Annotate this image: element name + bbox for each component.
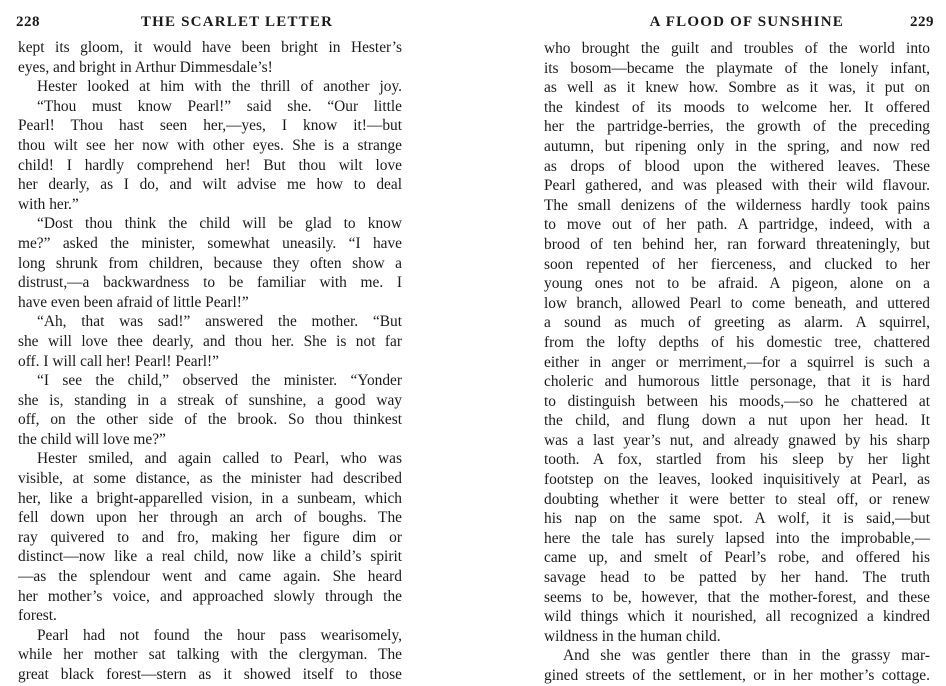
- text-line: his nap on the same spot. A wolf, it is said,—but: [544, 510, 930, 528]
- text-line: gined streets of the settlement, or in her mother’s cottage.: [544, 667, 930, 684]
- text-line: Hester smiled, and again called to Pearl, who was: [37, 450, 402, 468]
- text-line: a sound as much of greeting as alarm. A squirrel,: [544, 314, 930, 332]
- text-line: seems to be, however, that the mother-forest, and these: [544, 588, 930, 606]
- text-line: fell down upon her through an arch of boughs. The: [18, 509, 402, 527]
- text-line: off, on the other side of the brook. So thou thinkest: [18, 411, 402, 429]
- text-line: And she was gentler there than in the grassy mar-: [563, 647, 930, 665]
- right-running-head: A FLOOD OF SUNSHINE: [649, 14, 844, 30]
- text-line: doubting whether it were better to steal off, or renew: [544, 490, 930, 508]
- text-line: me?” asked the minister, somewhat uneasily. “I have: [18, 234, 402, 252]
- text-line: soon repented of her fierceness, and clucked to her: [544, 255, 930, 273]
- text-line: visible, at some distance, as the minister had described: [18, 470, 402, 488]
- text-line: footstep on the leaves, looked inquisitively at Pearl, as: [544, 471, 930, 489]
- text-line: tooth. A fox, startled from his sleep by her light: [544, 451, 930, 469]
- text-line: as well as it knew how. Sombre as it was, it put on: [544, 79, 930, 97]
- text-line: here the tale has surely lapsed into the improbable,—: [544, 529, 930, 547]
- text-line: autumn, but ripening only in the spring, and now red: [544, 137, 930, 155]
- text-line: great black forest—stern as it showed itself to those: [18, 666, 402, 683]
- text-line: “Ah, that was sad!” answered the mother. “But: [37, 313, 402, 331]
- text-line: the child will love me?”: [18, 430, 166, 448]
- left-page-header: [16, 14, 408, 36]
- text-line: choleric and humorous little personage, that it is hard: [544, 373, 930, 391]
- text-line: her, like a bright-apparelled vision, in a sunbeam, which: [18, 489, 402, 507]
- right-page-number: 229: [910, 14, 934, 30]
- text-line: she is, standing in a streak of sunshine, a good way: [18, 391, 402, 409]
- text-line: thou wilt see her now with other eyes. She is a strange: [18, 136, 402, 154]
- text-line: brood of ten behind her, ran forward threateningly, but: [544, 235, 930, 253]
- text-line: “I see the child,” observed the minister. “Yonder: [37, 372, 402, 390]
- text-line: wildness in the human child.: [544, 627, 721, 645]
- text-line: the kindest of its moods to welcome her. It offered: [544, 98, 930, 116]
- text-line: kept its gloom, it would have been bright in Hester’s: [18, 39, 402, 56]
- text-line: she will love thee dearly, and thou her. She is not far: [18, 332, 402, 350]
- text-line: forest.: [18, 607, 57, 625]
- text-line: to move out of her path. A partridge, indeed, with a: [544, 216, 930, 234]
- text-line: as drops of blood upon the withered leaves. These: [544, 157, 930, 175]
- text-line: either in anger or merriment,—for a squirrel is such a: [544, 353, 930, 371]
- right-page-text: [544, 39, 930, 686]
- text-line: ray quivered to and fro, making her figure dim or: [18, 528, 402, 546]
- text-line: low branch, allowed Pearl to come beneath, and uttered: [544, 294, 930, 312]
- text-line: wild things which it nourished, all recognized a kindred: [544, 608, 930, 626]
- text-line: Pearl had not found the hour pass wearisomely,: [37, 626, 402, 644]
- text-line: Pearl gathered, and was pleased with their wild flavour.: [544, 177, 930, 195]
- text-line: who brought the guilt and troubles of the world into: [544, 40, 930, 57]
- text-line: “Thou must know Pearl!” said she. “Our little: [37, 97, 402, 115]
- text-line: have even been afraid of little Pearl!”: [18, 293, 249, 311]
- text-line: her mother’s voice, and approached slowly through the: [18, 587, 402, 605]
- text-line: with her.”: [18, 195, 79, 213]
- text-line: child! I hardly comprehend her! But thou wilt love: [18, 156, 402, 174]
- text-line: while her mother sat talking with the clergyman. The: [18, 646, 402, 664]
- text-line: its bosom—became the playmate of the lonely infant,: [544, 59, 930, 77]
- text-line: Hester looked at him with the thrill of another joy.: [37, 78, 402, 96]
- text-line: from the lofty depths of his domestic tree, chattered: [544, 333, 930, 351]
- text-line: young ones not to be afraid. A pigeon, alone on a: [544, 275, 930, 293]
- left-page-number: 228: [16, 14, 40, 30]
- text-line: distrust,—a backwardness to be familiar with me. I: [18, 274, 402, 292]
- text-line: long shrunk from children, because they often show a: [18, 254, 402, 272]
- text-line: Pearl! Thou hast seen her,—yes, I know it!—but: [18, 117, 402, 135]
- text-line: off. I will call her! Pearl! Pearl!”: [18, 352, 219, 370]
- text-line: her the partridge-berries, the growth of the preceding: [544, 118, 930, 136]
- text-line: her dearly, as I do, and wilt advise me how to deal: [18, 176, 402, 194]
- right-page-header: [532, 14, 934, 36]
- left-page: [0, 0, 420, 683]
- left-page-text: [18, 38, 402, 685]
- left-running-head: THE SCARLET LETTER: [140, 14, 334, 30]
- text-line: —as the splendour went and came again. She heard: [18, 568, 402, 586]
- text-line: was a last year’s nut, and already gnawed by his sharp: [544, 431, 930, 449]
- right-page: [516, 0, 946, 684]
- text-line: The small denizens of the wilderness hardly took pains: [544, 196, 930, 214]
- text-line: the child, and flung down a nut upon her head. It: [544, 412, 930, 430]
- text-line: savage head to be patted by her hand. The truth: [544, 569, 930, 587]
- text-line: came up, and smelt of Pearl’s robe, and offered his: [544, 549, 930, 567]
- text-line: to distinguish between his moods,—so he chattered at: [544, 392, 930, 410]
- text-line: “Dost thou think the child will be glad to know: [37, 215, 402, 233]
- text-line: eyes, and bright in Arthur Dimmesdale’s!: [18, 58, 273, 76]
- text-line: distinct—now like a real child, now like a child’s spirit: [18, 548, 402, 566]
